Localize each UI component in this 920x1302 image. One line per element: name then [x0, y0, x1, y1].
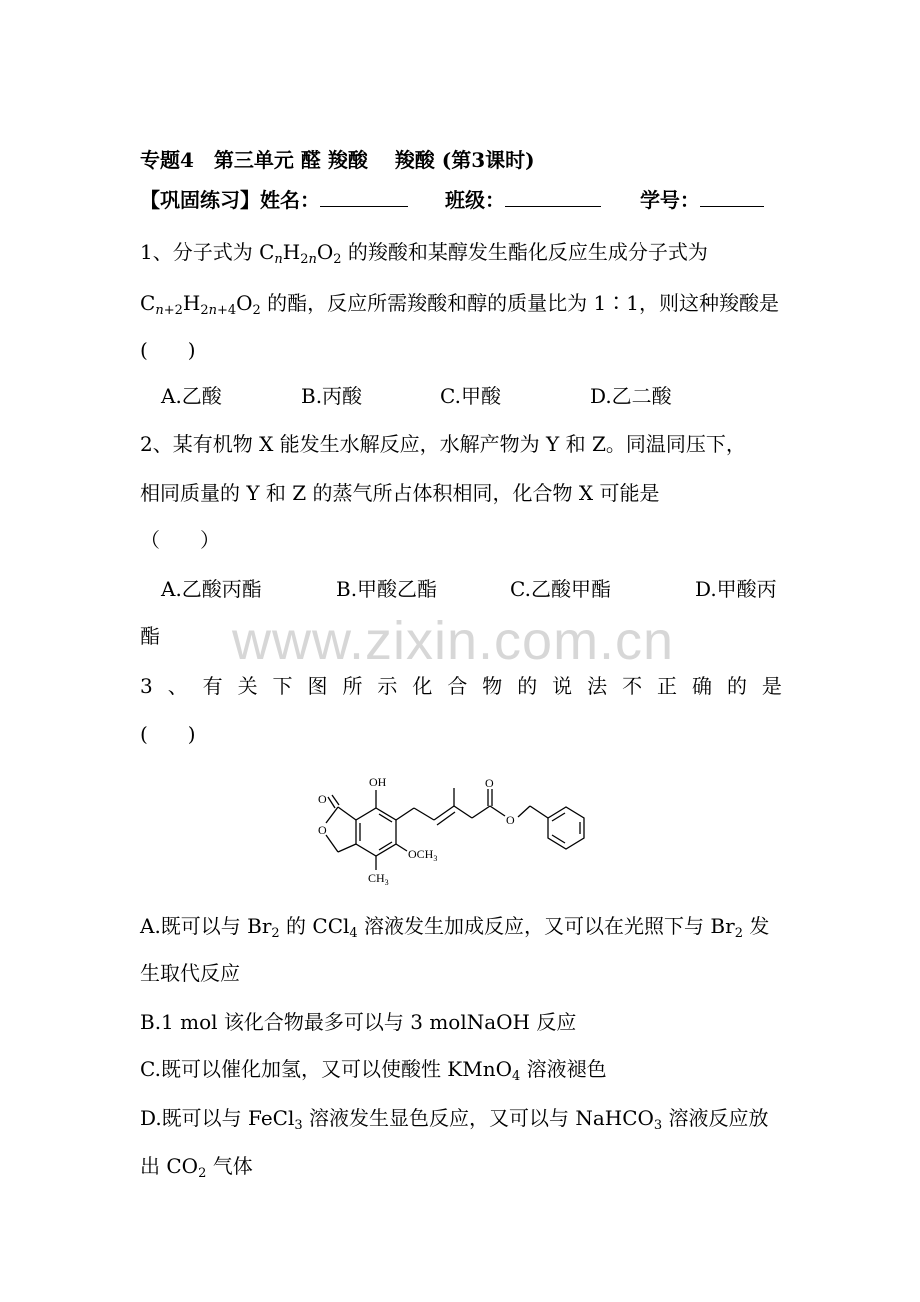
ester-o-label: O	[506, 813, 515, 827]
page-title: 专题4 第三单元 醛 羧酸 羧酸 (第3课时)	[140, 148, 535, 172]
q2-option-a[interactable]: A.乙酸丙酯	[161, 577, 262, 601]
q2-line2: 相同质量的 Y 和 Z 的蒸气所占体积相同，化合物 X 可能是	[140, 481, 660, 505]
q1-option-b[interactable]: B.丙酸	[301, 384, 363, 408]
q2-option-d[interactable]: D.甲酸丙	[695, 577, 777, 601]
hydroxyl-label: OH	[369, 775, 387, 789]
ester-carbonyl-o-label: O	[485, 776, 494, 790]
practice-label: 【巩固练习】姓名：	[140, 188, 320, 212]
q2-option-c[interactable]: C.乙酸甲酯	[510, 577, 611, 601]
watermark: www.zixin.com.cn	[232, 611, 675, 671]
q3-option-c[interactable]: C.既可以催化加氢，又可以使酸性 KMnO$_4$ 溶液褪色	[140, 1057, 607, 1084]
q3-line1: 3 、 有 关 下 图 所 示 化 合 物 的 说 法 不 正 确 的 是	[140, 674, 782, 698]
q3-option-b[interactable]: B.1 mol 该化合物最多可以与 3 molNaOH 反应	[140, 1010, 577, 1034]
q1-answer-paren: ( )	[140, 338, 196, 362]
q2-answer-paren: （ ）	[140, 528, 220, 552]
q2-option-b[interactable]: B.甲酸乙酯	[336, 577, 438, 601]
lactone-carbonyl-o-label: O	[318, 792, 327, 806]
q1-line2: $C_{n+2}H_{2n+4}O_2$ 的酯，反应所需羧酸和醇的质量比为 1∶1，则这种羧酸是	[140, 291, 779, 318]
compound-structure-diagram	[300, 766, 600, 890]
q3-option-d-wrap: 出 $CO_2$ 气体	[140, 1154, 253, 1181]
q3-option-a-wrap: 生取代反应	[140, 961, 240, 985]
student-info-line	[140, 188, 764, 212]
q1-line1: 1、分子式为 $C_nH_{2n}O_2$ 的羧酸和某醇发生酯化反应生成分子式为	[140, 240, 708, 267]
q1-option-d[interactable]: D.乙二酸	[590, 384, 672, 408]
id-label: 学号：	[639, 188, 700, 212]
q3-option-a[interactable]: A.既可以与 $Br_2$ 的 CCl$_4$ 溶液发生加成反应，又可以在光照下与 $Br_2$ 发	[140, 914, 770, 941]
q2-option-d-wrap: 酯	[140, 624, 160, 648]
methyl-label: $CH_3$	[368, 871, 389, 887]
q1-option-c[interactable]: C.甲酸	[440, 384, 501, 408]
q3-option-d[interactable]: D.既可以与 FeCl$_3$ 溶液发生显色反应，又可以与 NaHCO$_3$ 溶液反应放	[140, 1106, 769, 1133]
id-blank[interactable]	[700, 188, 764, 207]
q1-option-a[interactable]: A.乙酸	[161, 384, 222, 408]
q2-line1: 2、某有机物 X 能发生水解反应，水解产物为 Y 和 Z。同温同压下，	[140, 432, 746, 456]
methoxy-label: $OCH_3$	[408, 847, 438, 863]
class-blank[interactable]	[505, 188, 601, 207]
q3-answer-paren: ( )	[140, 722, 196, 746]
name-blank[interactable]	[320, 188, 408, 207]
lactone-ring-o-label: O	[318, 823, 327, 837]
class-label: 班级：	[444, 188, 505, 212]
